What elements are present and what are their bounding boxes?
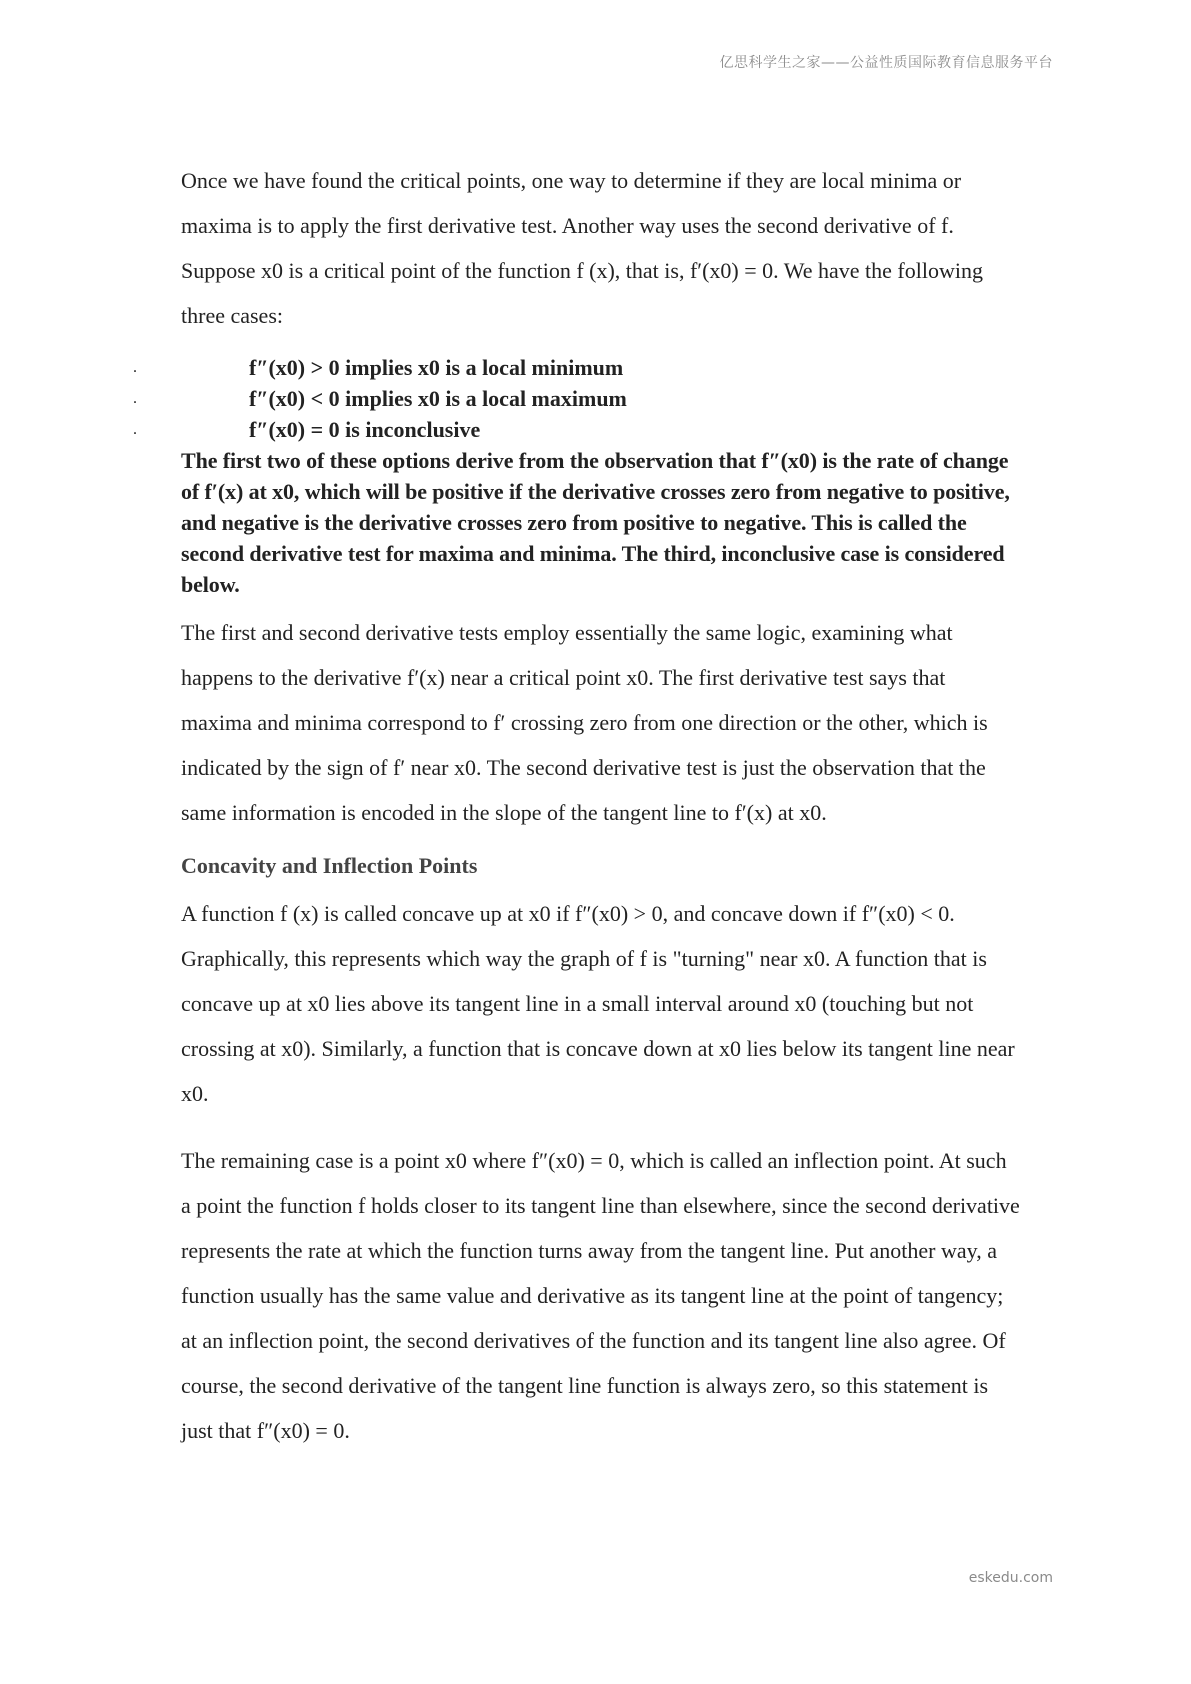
concavity-paragraph: A function f (x) is called concave up at x0 if f″(x0) > 0, and concave down if f″(x0) < 0. Graphically, this represents which way the graph of f is "turning" near x0. A function that is concave up at x0 lies above its tangent line in a small interval around x0 (touching but not crossing at x0). Similarly, a function that is concave down at x0 lies below its tangent line near x0.: [181, 901, 1015, 1106]
bullet-dot: .: [133, 359, 137, 376]
document-body: [133, 158, 1021, 1453]
case-item: [133, 383, 1021, 414]
case-text: f″(x0) > 0 implies x0 is a local minimum: [249, 355, 624, 380]
case-item: [133, 352, 1021, 383]
logic-paragraph: The first and second derivative tests employ essentially the same logic, examining what happens to the derivative f′(x) near a critical point x0. The first derivative test says that maxima and minima correspond to f′ crossing zero from one direction or the other, which is indicated by the sign of f′ near x0. The second derivative test is just the observation that the same information is encoded in the slope of the tangent line to f′(x) at x0.: [181, 620, 988, 825]
page-footer-domain: eskedu.com: [968, 1570, 1053, 1586]
cases-list: [133, 352, 1021, 445]
inflection-paragraph: The remaining case is a point x0 where f″(x0) = 0, which is called an inflection point. At such a point the function f holds closer to its tangent line than elsewhere, since the second derivative represents the rate at which the function turns away from the tangent line. Put another way, a function usually has the same value and derivative as its tangent line at the point of tangency; at an inflection point, the second derivatives of the function and its tangent line also agree. Of course, the second derivative of the tangent line function is always zero, so this statement is just that f″(x0) = 0.: [181, 1148, 1020, 1443]
intro-paragraph: Once we have found the critical points, one way to determine if they are local minima or maxima is to apply the first derivative test. Another way uses the second derivative of f. Suppose x0 is a critical point of the function f (x), that is, f′(x0) = 0. We have the following three cases:: [181, 168, 983, 328]
section-heading: Concavity and Inflection Points: [181, 853, 478, 878]
case-text: f″(x0) = 0 is inconclusive: [249, 417, 481, 442]
page-header-watermark: 亿思科学生之家——公益性质国际教育信息服务平台: [719, 55, 1053, 71]
bullet-dot: .: [133, 390, 137, 407]
case-text: f″(x0) < 0 implies x0 is a local maximum: [249, 386, 627, 411]
case-item: [133, 414, 1021, 445]
bold-explanation-paragraph: The first two of these options derive from the observation that f″(x0) is the rate of change of f′(x) at x0, which will be positive if the derivative crosses zero from negative to positive, and negative is the derivative crosses zero from positive to negative. This is called the second derivative test for maxima and minima. The third, inconclusive case is considered below.: [181, 448, 1010, 597]
bullet-dot: .: [133, 421, 137, 438]
